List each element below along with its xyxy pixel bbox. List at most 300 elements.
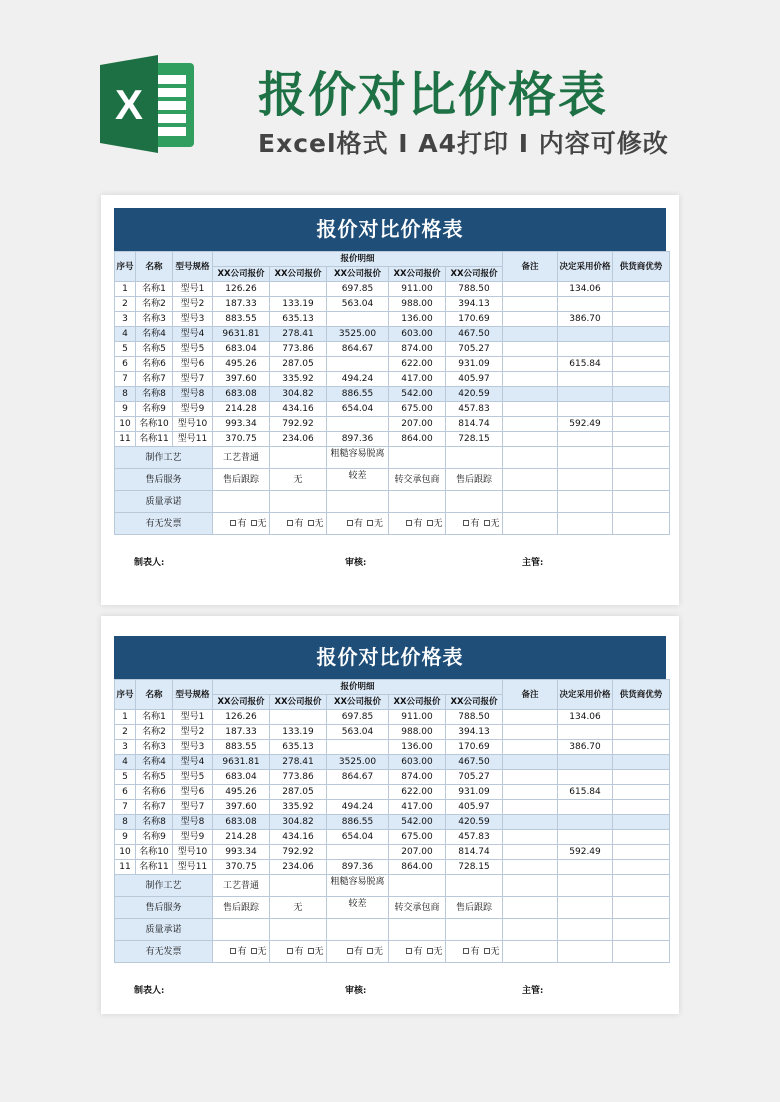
table-cell: 683.08 (213, 387, 270, 402)
checkbox-icon[interactable] (463, 520, 469, 526)
table-cell: 11 (115, 860, 136, 875)
table-cell: 683.04 (213, 770, 270, 785)
table-cell: 495.26 (213, 785, 270, 800)
table-cell: 335.92 (270, 800, 327, 815)
table-cell: 417.00 (389, 800, 446, 815)
col-header-company: XX公司报价 (270, 695, 327, 710)
table-cell: 名称2 (136, 725, 173, 740)
col-header-model: 型号规格 (173, 252, 213, 282)
table-cell: 9 (115, 830, 136, 845)
signature-row (101, 535, 679, 575)
table-cell: 864.67 (327, 342, 389, 357)
invoice-options (213, 513, 270, 535)
craft-cell: 工艺普通 (213, 447, 270, 469)
table-cell: 名称9 (136, 402, 173, 417)
invoice-yes-label: 有 (413, 946, 423, 957)
table-cell: 883.55 (213, 312, 270, 327)
table-cell: 型号10 (173, 417, 213, 432)
checkbox-icon[interactable] (308, 948, 314, 954)
sheet-title: 报价对比价格表 (114, 636, 666, 679)
table-cell (503, 740, 558, 755)
table-cell: 434.16 (270, 402, 327, 417)
table-cell: 名称2 (136, 297, 173, 312)
table-cell (503, 372, 558, 387)
checkbox-icon[interactable] (251, 520, 257, 526)
table-cell: 495.26 (213, 357, 270, 372)
table-cell (503, 357, 558, 372)
col-header-company: XX公司报价 (327, 695, 389, 710)
table-cell: 名称7 (136, 800, 173, 815)
sheet-title: 报价对比价格表 (114, 208, 666, 251)
craft-label: 制作工艺 (115, 875, 213, 897)
table-cell: 234.06 (270, 432, 327, 447)
table-cell: 370.75 (213, 432, 270, 447)
table-cell: 10 (115, 845, 136, 860)
table-cell: 型号9 (173, 830, 213, 845)
table-cell (327, 785, 389, 800)
table-row (115, 357, 670, 372)
table-cell (503, 830, 558, 845)
table-cell: 234.06 (270, 860, 327, 875)
table-cell: 494.24 (327, 372, 389, 387)
table-cell: 405.97 (446, 372, 503, 387)
table-row (115, 815, 670, 830)
table-cell (613, 402, 670, 417)
invoice-no-label: 无 (374, 946, 384, 957)
table-cell: 434.16 (270, 830, 327, 845)
service-label: 售后服务 (115, 897, 213, 919)
table-cell: 988.00 (389, 725, 446, 740)
table-cell (613, 740, 670, 755)
table-cell: 542.00 (389, 815, 446, 830)
col-header-no: 序号 (115, 252, 136, 282)
table-cell: 788.50 (446, 710, 503, 725)
col-header-company: XX公司报价 (446, 695, 503, 710)
table-cell (558, 327, 613, 342)
col-header-supplier: 供货商优势 (613, 680, 670, 710)
table-cell: 697.85 (327, 282, 389, 297)
table-cell: 126.26 (213, 710, 270, 725)
maker-label: 制表人: (134, 558, 165, 568)
table-cell (503, 312, 558, 327)
table-cell: 814.74 (446, 417, 503, 432)
table-cell: 1 (115, 282, 136, 297)
invoice-options (446, 513, 503, 535)
checkbox-icon[interactable] (287, 520, 293, 526)
table-cell: 993.34 (213, 845, 270, 860)
table-row (115, 845, 670, 860)
table-cell: 型号2 (173, 725, 213, 740)
table-cell: 名称3 (136, 740, 173, 755)
col-header-remark: 备注 (503, 680, 558, 710)
table-cell: 型号6 (173, 785, 213, 800)
invoice-yes-label: 有 (237, 518, 247, 529)
table-cell: 886.55 (327, 815, 389, 830)
table-row (115, 387, 670, 402)
table-cell (503, 710, 558, 725)
craft-row (115, 875, 670, 897)
checkbox-icon[interactable] (406, 520, 412, 526)
table-cell (613, 815, 670, 830)
service-cell: 售后跟踪 (446, 469, 503, 491)
table-cell: 622.00 (389, 785, 446, 800)
table-cell: 型号4 (173, 755, 213, 770)
table-cell: 名称1 (136, 710, 173, 725)
table-cell (613, 785, 670, 800)
table-cell: 394.13 (446, 725, 503, 740)
table-cell (503, 815, 558, 830)
table-cell: 型号5 (173, 770, 213, 785)
table-row (115, 710, 670, 725)
table-cell: 126.26 (213, 282, 270, 297)
col-header-company: XX公司报价 (213, 267, 270, 282)
table-cell (558, 800, 613, 815)
table-cell: 5 (115, 342, 136, 357)
table-cell: 8 (115, 387, 136, 402)
table-cell: 名称8 (136, 815, 173, 830)
service-cell: 售后跟踪 (213, 469, 270, 491)
table-cell: 8 (115, 815, 136, 830)
table-cell: 728.15 (446, 432, 503, 447)
service-label: 售后服务 (115, 469, 213, 491)
quote-table (114, 679, 670, 963)
col-header-name: 名称 (136, 252, 173, 282)
invoice-options (213, 941, 270, 963)
svg-text:X: X (114, 81, 144, 128)
table-cell: 214.28 (213, 402, 270, 417)
table-cell: 136.00 (389, 312, 446, 327)
craft-label: 制作工艺 (115, 447, 213, 469)
table-row (115, 800, 670, 815)
table-cell: 883.55 (213, 740, 270, 755)
table-cell (503, 417, 558, 432)
review-label: 审核: (345, 558, 367, 568)
table-row (115, 770, 670, 785)
table-cell (503, 785, 558, 800)
manager-label: 主管: (522, 558, 544, 568)
table-cell: 304.82 (270, 387, 327, 402)
table-cell (503, 387, 558, 402)
table-cell: 207.00 (389, 845, 446, 860)
table-cell (558, 755, 613, 770)
table-cell: 773.86 (270, 342, 327, 357)
table-cell: 542.00 (389, 387, 446, 402)
table-cell: 494.24 (327, 800, 389, 815)
table-cell: 370.75 (213, 860, 270, 875)
col-header-no: 序号 (115, 680, 136, 710)
table-cell (613, 432, 670, 447)
table-row (115, 725, 670, 740)
table-cell: 420.59 (446, 815, 503, 830)
table-row (115, 282, 670, 297)
table-row (115, 755, 670, 770)
checkbox-icon[interactable] (308, 520, 314, 526)
table-cell: 134.06 (558, 710, 613, 725)
table-cell: 792.92 (270, 417, 327, 432)
table-cell: 11 (115, 432, 136, 447)
invoice-label: 有无发票 (115, 513, 213, 535)
review-label: 审核: (345, 986, 367, 996)
table-cell: 615.84 (558, 357, 613, 372)
table-cell (613, 710, 670, 725)
table-cell: 7 (115, 800, 136, 815)
craft-cell (446, 447, 503, 469)
table-cell: 592.49 (558, 845, 613, 860)
craft-cell (389, 447, 446, 469)
invoice-options (327, 513, 389, 535)
col-header-company: XX公司报价 (213, 695, 270, 710)
table-cell (558, 297, 613, 312)
col-header-remark: 备注 (503, 252, 558, 282)
invoice-yes-label: 有 (470, 946, 480, 957)
table-cell (503, 725, 558, 740)
invoice-no-label: 无 (433, 518, 443, 529)
table-cell: 名称3 (136, 312, 173, 327)
table-cell: 874.00 (389, 770, 446, 785)
manager-label: 主管: (522, 986, 544, 996)
checkbox-icon[interactable] (484, 948, 490, 954)
table-cell: 931.09 (446, 357, 503, 372)
checkbox-icon[interactable] (484, 520, 490, 526)
table-cell: 名称10 (136, 845, 173, 860)
col-header-company: XX公司报价 (327, 267, 389, 282)
table-row (115, 402, 670, 417)
checkbox-icon[interactable] (230, 520, 236, 526)
checkbox-icon[interactable] (347, 520, 353, 526)
service-cell: 转交承包商 (389, 469, 446, 491)
table-cell (558, 432, 613, 447)
table-cell: 10 (115, 417, 136, 432)
invoice-yes-label: 有 (353, 946, 363, 957)
checkbox-icon[interactable] (367, 948, 373, 954)
col-header-price: 决定采用价格 (558, 252, 613, 282)
table-cell: 988.00 (389, 297, 446, 312)
invoice-row (115, 513, 670, 535)
table-cell: 592.49 (558, 417, 613, 432)
table-row (115, 860, 670, 875)
table-cell (558, 387, 613, 402)
service-cell: 无 (270, 897, 327, 919)
table-cell: 386.70 (558, 740, 613, 755)
table-cell: 6 (115, 785, 136, 800)
table-cell (558, 815, 613, 830)
sheet-preview (101, 616, 679, 1014)
table-cell: 897.36 (327, 860, 389, 875)
table-cell: 170.69 (446, 312, 503, 327)
table-cell: 622.00 (389, 357, 446, 372)
table-cell (503, 327, 558, 342)
invoice-row (115, 941, 670, 963)
table-cell: 563.04 (327, 725, 389, 740)
table-cell (327, 845, 389, 860)
col-header-company: XX公司报价 (389, 267, 446, 282)
table-cell (503, 845, 558, 860)
table-cell: 2 (115, 725, 136, 740)
table-cell: 型号6 (173, 357, 213, 372)
table-cell: 683.04 (213, 342, 270, 357)
table-cell: 名称10 (136, 417, 173, 432)
table-cell: 名称8 (136, 387, 173, 402)
table-cell (270, 710, 327, 725)
table-cell (558, 372, 613, 387)
table-cell: 名称1 (136, 282, 173, 297)
table-cell (503, 402, 558, 417)
quote-rows (115, 710, 670, 875)
table-cell: 207.00 (389, 417, 446, 432)
table-cell (503, 800, 558, 815)
table-cell (613, 800, 670, 815)
invoice-yes-label: 有 (353, 518, 363, 529)
checkbox-icon[interactable] (427, 948, 433, 954)
table-cell: 728.15 (446, 860, 503, 875)
table-cell: 675.00 (389, 830, 446, 845)
table-cell: 864.00 (389, 860, 446, 875)
invoice-no-label: 无 (490, 518, 500, 529)
table-cell (613, 372, 670, 387)
table-row (115, 312, 670, 327)
page-header (0, 0, 780, 195)
checkbox-icon[interactable] (406, 948, 412, 954)
table-cell (503, 755, 558, 770)
invoice-no-label: 无 (314, 946, 324, 957)
table-cell: 864.67 (327, 770, 389, 785)
invoice-yes-label: 有 (294, 946, 304, 957)
craft-cell (446, 875, 503, 897)
page-title: 报价对比价格表 (258, 67, 609, 123)
table-cell (613, 327, 670, 342)
maker-label: 制表人: (134, 986, 165, 996)
table-cell (503, 860, 558, 875)
table-cell (613, 860, 670, 875)
col-header-company: XX公司报价 (446, 267, 503, 282)
table-cell (558, 402, 613, 417)
table-cell: 603.00 (389, 755, 446, 770)
table-cell: 788.50 (446, 282, 503, 297)
service-cell: 较差 (327, 469, 389, 491)
table-row (115, 417, 670, 432)
table-cell: 7 (115, 372, 136, 387)
table-cell: 型号5 (173, 342, 213, 357)
table-cell: 名称6 (136, 785, 173, 800)
checkbox-icon[interactable] (251, 948, 257, 954)
table-cell: 6 (115, 357, 136, 372)
table-cell: 名称9 (136, 830, 173, 845)
table-cell (503, 770, 558, 785)
table-cell: 397.60 (213, 800, 270, 815)
table-cell: 9 (115, 402, 136, 417)
table-row (115, 297, 670, 312)
table-cell: 386.70 (558, 312, 613, 327)
table-cell: 457.83 (446, 402, 503, 417)
table-cell: 792.92 (270, 845, 327, 860)
table-cell: 1 (115, 710, 136, 725)
checkbox-icon[interactable] (230, 948, 236, 954)
table-cell (327, 312, 389, 327)
table-cell: 911.00 (389, 282, 446, 297)
checkbox-icon[interactable] (463, 948, 469, 954)
table-cell: 型号9 (173, 402, 213, 417)
table-cell: 型号7 (173, 372, 213, 387)
table-cell: 335.92 (270, 372, 327, 387)
table-cell: 5 (115, 770, 136, 785)
table-cell (558, 830, 613, 845)
checkbox-icon[interactable] (367, 520, 373, 526)
table-cell: 型号8 (173, 815, 213, 830)
table-cell: 467.50 (446, 755, 503, 770)
invoice-yes-label: 有 (413, 518, 423, 529)
checkbox-icon[interactable] (347, 948, 353, 954)
table-cell: 278.41 (270, 327, 327, 342)
table-cell: 635.13 (270, 312, 327, 327)
table-cell: 9631.81 (213, 327, 270, 342)
col-header-company: XX公司报价 (389, 695, 446, 710)
table-cell (558, 770, 613, 785)
table-cell: 278.41 (270, 755, 327, 770)
table-cell: 563.04 (327, 297, 389, 312)
table-cell: 3 (115, 740, 136, 755)
table-cell (613, 342, 670, 357)
table-cell (327, 357, 389, 372)
quality-label: 质量承诺 (115, 491, 213, 513)
craft-cell: 粗糙容易脱离 (327, 447, 389, 469)
table-cell: 4 (115, 327, 136, 342)
checkbox-icon[interactable] (427, 520, 433, 526)
table-cell: 型号2 (173, 297, 213, 312)
table-cell: 型号11 (173, 432, 213, 447)
invoice-options (270, 513, 327, 535)
table-cell: 170.69 (446, 740, 503, 755)
invoice-no-label: 无 (433, 946, 443, 957)
table-cell: 133.19 (270, 725, 327, 740)
table-row (115, 740, 670, 755)
table-cell: 名称7 (136, 372, 173, 387)
table-cell: 134.06 (558, 282, 613, 297)
table-row (115, 830, 670, 845)
col-header-quote-group: 报价明细 (213, 252, 503, 267)
table-cell: 697.85 (327, 710, 389, 725)
excel-icon (100, 55, 198, 153)
table-cell: 型号7 (173, 800, 213, 815)
table-cell (558, 725, 613, 740)
table-cell (558, 342, 613, 357)
checkbox-icon[interactable] (287, 948, 293, 954)
table-cell: 型号10 (173, 845, 213, 860)
table-row (115, 342, 670, 357)
table-cell: 187.33 (213, 297, 270, 312)
table-cell (558, 860, 613, 875)
col-header-company: XX公司报价 (270, 267, 327, 282)
quote-table (114, 251, 670, 535)
table-row (115, 327, 670, 342)
invoice-options (446, 941, 503, 963)
table-cell: 型号8 (173, 387, 213, 402)
table-cell: 3525.00 (327, 327, 389, 342)
table-cell: 864.00 (389, 432, 446, 447)
table-cell: 304.82 (270, 815, 327, 830)
table-cell: 名称4 (136, 327, 173, 342)
table-row (115, 432, 670, 447)
table-cell (327, 417, 389, 432)
invoice-no-label: 无 (257, 946, 267, 957)
table-cell: 187.33 (213, 725, 270, 740)
table-cell (613, 845, 670, 860)
invoice-no-label: 无 (314, 518, 324, 529)
table-cell: 417.00 (389, 372, 446, 387)
service-row (115, 469, 670, 491)
table-cell: 654.04 (327, 402, 389, 417)
table-cell (613, 417, 670, 432)
invoice-options (389, 513, 446, 535)
